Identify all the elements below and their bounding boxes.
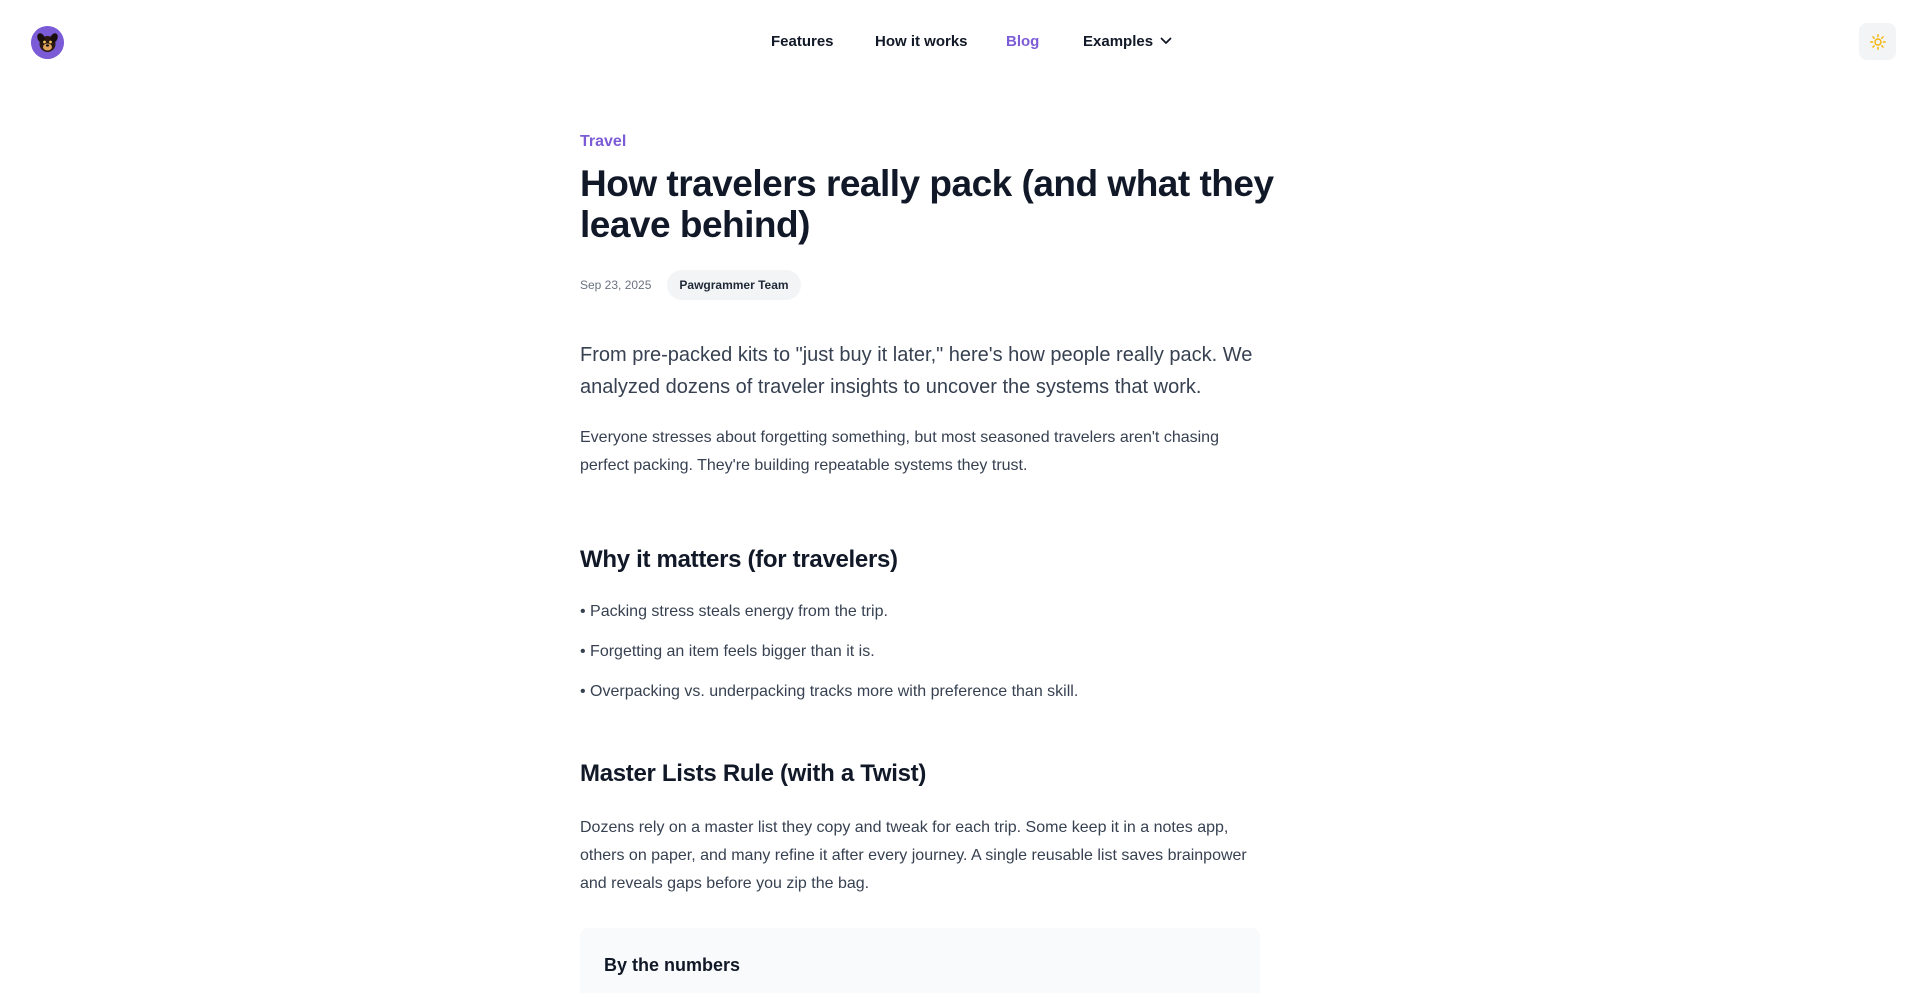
blog-article — [580, 131, 1300, 993]
nav-examples-label: Examples — [1083, 33, 1154, 50]
list-item: • Overpacking vs. underpacking tracks more with preference than skill. — [580, 683, 1079, 700]
theme-toggle-button[interactable] — [1859, 23, 1896, 60]
sun-icon — [1870, 34, 1886, 50]
nav-blog[interactable]: Blog — [1006, 33, 1040, 50]
card-title: By the numbers — [604, 955, 741, 975]
article-meta — [580, 270, 1300, 300]
list-item: • Packing stress steals energy from the trip. — [580, 603, 888, 620]
nav-features[interactable]: Features — [771, 33, 834, 50]
author-badge: Pawgrammer Team — [667, 270, 800, 300]
section-paragraph: Dozens rely on a master list they copy and tweak for each trip. Some keep it in a notes app, others on paper, and many refine it after every journey. A single reusable list saves brainpower and reveals gaps before you zip the bag. — [580, 819, 1247, 892]
article-lead: From pre-packed kits to "just buy it later," here's how people really pack. We analyzed dozens of traveler insights to uncover the systems that work. — [580, 344, 1253, 398]
chevron-down-icon — [1160, 30, 1172, 52]
bullet-list — [580, 598, 1300, 706]
article-title: How travelers really pack (and what they leave behind) — [580, 163, 1274, 245]
list-item: • Forgetting an item feels bigger than it is. — [580, 643, 875, 660]
section-heading-why-it-matters: Why it matters (for travelers) — [580, 546, 898, 573]
nav-examples[interactable] — [1083, 31, 1172, 53]
by-the-numbers-card — [580, 928, 1260, 993]
main-nav — [0, 31, 1920, 53]
nav-how-it-works[interactable]: How it works — [875, 33, 968, 50]
section-heading-master-lists: Master Lists Rule (with a Twist) — [580, 760, 927, 787]
article-date: Sep 23, 2025 — [580, 278, 652, 292]
article-category[interactable]: Travel — [580, 133, 627, 150]
article-intro: Everyone stresses about forgetting something, but most seasoned travelers aren't chasing perfect packing. They're building repeatable systems they trust. — [580, 429, 1219, 474]
